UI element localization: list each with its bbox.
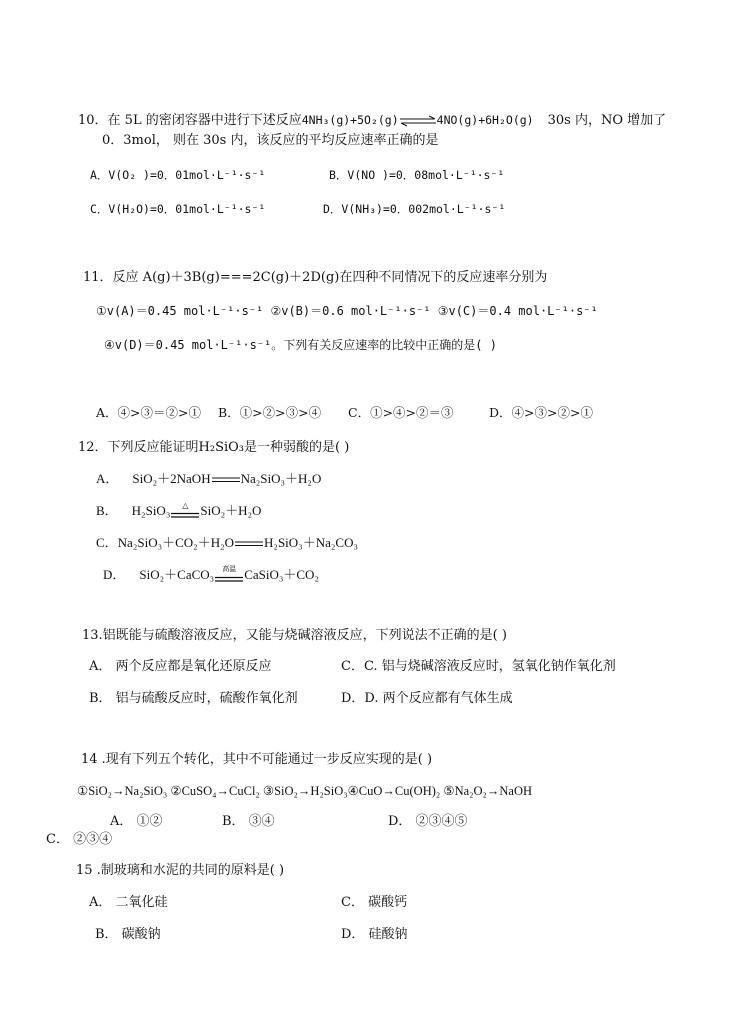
q10-line1-prefix: 10．在 5L 的密闭容器中进行下述反应 — [78, 113, 302, 128]
q13-option-a: A． 两个反应都是氧化还原反应 — [89, 659, 272, 674]
q11-option-d: D．④>③>②>① — [489, 405, 593, 420]
q10-option-a: A．V(O₂ )=0．01mol·L⁻¹·s⁻¹ — [90, 168, 266, 182]
q11-line3: ④v(D)＝0.45 mol·L⁻¹·s⁻¹。下列有关反应速率的比较中正确的是( ) — [104, 338, 497, 352]
high-temperature-condition-icon — [214, 565, 244, 584]
q12-option-c: C．Na₂SiO₃＋CO₂＋H₂O H₂SiO₃＋Na₂CO₃ — [96, 535, 358, 550]
q14-option-a: A． ①② — [110, 814, 163, 829]
q10-option-b: B．V(NO )=0．08mol·L⁻¹·s⁻¹ — [329, 168, 505, 182]
q14-stem: 14 .现有下列五个转化，其中不可能通过一步反应实现的是( ) — [81, 752, 433, 767]
q15-option-a: A． 二氧化硅 — [89, 895, 168, 910]
q12-option-a: A． SiO₂＋2NaOH Na₂SiO₃＋H₂O — [96, 471, 322, 486]
q11-option-a: A．④>③＝②>① — [96, 405, 201, 420]
q15-stem: 15 .制玻璃和水泥的共同的原料是( ) — [76, 863, 285, 878]
q11-option-c: C．①>④>②＝③ — [348, 405, 454, 420]
q10-option-c: C．V(H₂O)=0．01mol·L⁻¹·s⁻¹ — [90, 202, 266, 216]
q11-option-b: B．①>②>③>④ — [218, 405, 322, 420]
q12-option-d: D． SiO₂＋CaCO₃ 高温 CaSiO₃＋CO₂ — [103, 566, 319, 584]
q15-option-b: B． 碳酸钠 — [95, 927, 161, 942]
q14-option-d: D． ②③④⑤ — [388, 814, 468, 829]
q14-option-b: B． ③④ — [222, 814, 275, 829]
q10-line1-suffix: 30s 内，NO 增加了 — [547, 113, 667, 128]
heat-symbol: △ — [182, 501, 189, 511]
q13-option-b: B． 铝与硫酸反应时，硫酸作氧化剂 — [89, 691, 298, 706]
q12-stem: 12．下列反应能证明H₂SiO₃是一种弱酸的是( ) — [78, 440, 350, 455]
q10-line1 — [78, 111, 666, 130]
q13-stem: 13.铝既能与硫酸溶液反应，又能与烧碱溶液反应，下列说法不正确的是( ) — [82, 628, 507, 643]
double-line-equals-icon — [211, 476, 241, 484]
q13-option-d: D．D. 两个反应都有气体生成 — [341, 691, 513, 706]
q14-items: ①SiO₂→Na₂SiO₃ ②CuSO₄→CuCl₂ ③SiO₂→H₂SiO₃④CuO→Cu(OH)₂ ⑤Na₂O₂→NaOH — [77, 784, 533, 798]
q11-line1: 11．反应 A(g)＋3B(g)===2C(g)＋2D(g)在四种不同情况下的反应速率分别为 — [83, 270, 548, 285]
q10-equation-left: 4NH₃(g)+5O₂(g) — [301, 113, 399, 127]
q11-line2: ①v(A)＝0.45 mol·L⁻¹·s⁻¹ ②v(B)＝0.6 mol·L⁻¹·s⁻¹ ③v(C)＝0.4 mol·L⁻¹·s⁻¹ — [96, 304, 598, 318]
high-temp-label: 高温 — [222, 565, 237, 574]
q13-option-c: C．C. 铝与烧碱溶液反应时，氢氧化钠作氧化剂 — [341, 659, 616, 674]
q12-option-b: B． H₂SiO₃ △ SiO₂＋H₂O — [96, 502, 261, 520]
reversible-arrow-icon — [399, 115, 437, 127]
q10-line2: 0．3mol， 则在 30s 内，该反应的平均反应速率正确的是 — [102, 133, 439, 148]
double-line-equals-icon — [234, 540, 264, 548]
heating-condition-equals-icon — [170, 501, 200, 520]
q10-equation-right: 4NO(g)+6H₂O(g) — [436, 113, 534, 127]
q15-option-c: C． 碳酸钙 — [341, 895, 408, 910]
q15-option-d: D． 硅酸钠 — [341, 927, 408, 942]
q14-option-c: C． ②③④ — [46, 832, 113, 847]
q10-option-d: D．V(NH₃)=0．002mol·L⁻¹·s⁻¹ — [323, 202, 506, 216]
